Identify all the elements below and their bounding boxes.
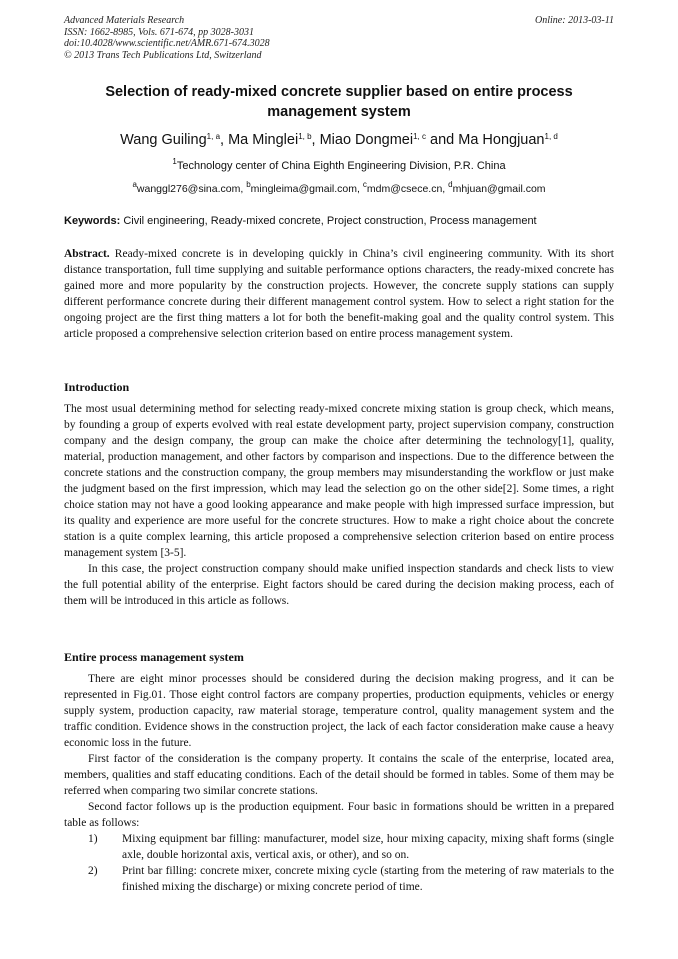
journal-name: Advanced Materials Research (64, 15, 185, 26)
list-number: 2) (88, 865, 98, 877)
affiliation (64, 157, 614, 172)
list-item (64, 831, 614, 863)
section-heading-entire-process: Entire process management system (64, 650, 244, 664)
author-sup: 1, a (206, 132, 221, 141)
author-sup: 1, b (298, 132, 312, 141)
author-name: Ma Hongjuan (458, 132, 545, 148)
issn-line: ISSN: 1662-8985, Vols. 671-674, pp 3028-3031 (64, 26, 254, 38)
numbered-list (64, 831, 614, 895)
author-list: Wang Guiling$^{1, a}$, Ma Minglei$^{1, b}$, Miao Dongmei$^{1, c}$ and Ma Hongjuan$^{1, d}$ (120, 132, 558, 148)
author-name: Miao Dongmei (319, 132, 414, 148)
copyright-line: © 2013 Trans Tech Publications Ltd, Switzerland (64, 49, 262, 61)
list-number: 1) (88, 833, 98, 845)
paper-title: Selection of ready-mixed concrete supplier based on entire process management system (105, 84, 573, 120)
email-link[interactable]: mhjuan@gmail.com (452, 183, 546, 195)
abstract-text: Ready-mixed concrete is in developing quickly in China’s civil engineering community. With its short distance transportation, full time supplying and suitable performance options characters, the ready-mixed concrete has gained more and more popularity by the construction projects. However, the concrete supply stations can supply different performance concrete during their different management control system. How to select a right station for the ongoing project are the first thing matters a lot for both the benefit-making goal and the quality control system. This article proposed a comprehensive selection criterion based on entire process management system. (64, 248, 614, 340)
author-sup: 1, d (544, 132, 558, 141)
list-item (64, 863, 614, 895)
author-name: Wang Guiling (120, 132, 207, 148)
entire-process-body (64, 671, 614, 895)
abstract-label: Abstract. (64, 248, 110, 260)
keywords-text: Civil engineering, Ready-mixed concrete, Project construction, Process management (123, 215, 537, 227)
affiliation-text: Technology center of China Eighth Engineering Division, P.R. China (176, 160, 506, 172)
paragraph: The most usual determining method for selecting ready-mixed concrete mixing station is group check, which means, by founding a group of experts evolved with real estate development party, project supervision company, construction company and the design company, the group can make the choice after determining the technology[1], quality, material, production management, and other factors by comparison and inspections. Due to the difference between the concrete stations and the construction company, the group members may misunderstanding the workflow or just make the judgment based on the first impression, which may lead the selection go on the other side[2]. Some times, a right choice station may not have a good looking appearance and make people with high impressed surface impression, but its quality and experience are more useful for the concrete structures. How to make a right choice about the concrete station is a quite complex learning, this article proposed a comprehensive selection criterion based on entire process management system [3-5]. (64, 403, 614, 559)
paragraph: Second factor follows up is the production equipment. Four basic in formations should be written in a prepared table as follows: (64, 801, 614, 829)
list-text: Print bar filling: concrete mixer, concrete mixing cycle (starting from the metering of raw materials to the finished mixing the discharge) or mixing concrete period of time. (122, 865, 614, 893)
author-name: Ma Minglei (228, 132, 299, 148)
abstract (64, 246, 614, 342)
list-text: Mixing equipment bar filling: manufacturer, model size, hour mixing capacity, mixing shaft forms (single axle, double horizontal axis, vertical axis, or other), and so on. (122, 833, 614, 861)
online-date: Online: 2013-03-11 (535, 15, 614, 26)
paragraph: In this case, the project construction company should make unified inspection standards and check lists to view the full potential ability of the enterprise. Eight factors should be cared during the decision making process, each of them will be introduced in this article as follows. (64, 563, 614, 607)
introduction-body (64, 401, 614, 609)
paragraph: There are eight minor processes should be considered during the decision making progress, and it can be represented in Fig.01. Those eight control factors are company properties, production equipments, vehicles or energy supply system, production capacity, raw material storage, temperature control, quality management system and the traffic condition. Evidence shows in the construction project, the lack of each factor consideration make cause a heavy economic loss in the future. (64, 673, 614, 749)
email-list: $^a$wanggl276@sina.com, $^b$mingleima@gmail.com, $^c$mdm@csece.cn, $^d$mhjuan@gmail.com (132, 180, 546, 195)
email-link[interactable]: mingleima@gmail.com (250, 183, 358, 195)
affiliation-sup: 1 (172, 157, 177, 166)
keywords-label: Keywords: (64, 215, 121, 227)
section-heading-introduction: Introduction (64, 380, 130, 394)
journal-header (64, 15, 270, 61)
doi-line: doi:10.4028/www.scientific.net/AMR.671-674.3028 (64, 38, 270, 49)
paragraph: First factor of the consideration is the company property. It contains the scale of the enterprise, located area, members, qualities and staff educating conditions. Each of the detail should be formed in tables. Some of them may be referred when comparing two similar concrete stations. (64, 753, 614, 797)
keywords (64, 215, 620, 227)
email-link[interactable]: wanggl276@sina.com (136, 183, 241, 195)
email-link[interactable]: mdm@csece.cn (366, 183, 443, 195)
author-sup: 1, c (413, 132, 426, 141)
